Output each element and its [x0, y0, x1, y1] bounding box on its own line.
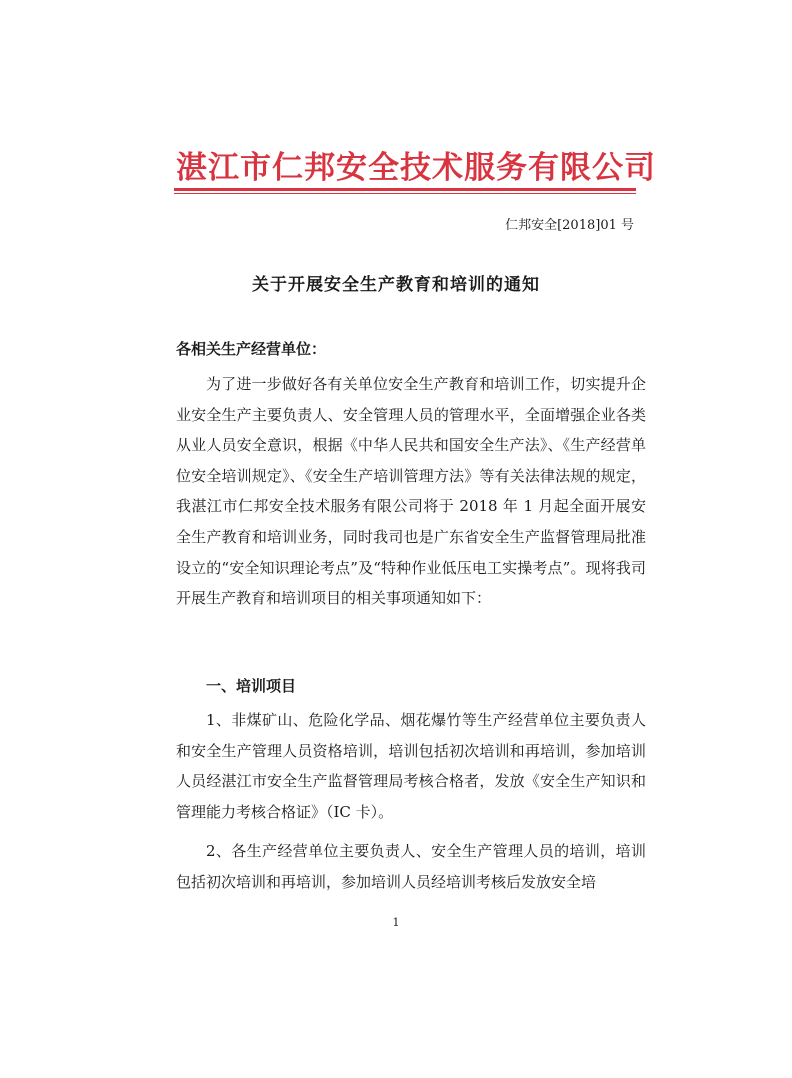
- salutation: 各相关生产经营单位：: [176, 340, 327, 358]
- letterhead-rule-thin: [174, 193, 636, 194]
- document-number: 仁邦安全[2018]01 号: [505, 218, 634, 233]
- item2-block: [176, 836, 646, 897]
- letterhead-rule-thick: [174, 188, 636, 191]
- section-heading-training-items: 一、培训项目: [206, 677, 297, 695]
- intro-paragraph: 为了进一步做好各有关单位安全生产教育和培训工作，切实提升企业安全生产主要负责人、安全管理人员的管理水平，全面增强企业各类从业人员安全意识，根据《中华人民共和国安全生产法》、《生产经营单位安全培训规定》、《安全生产培训管理方法》等有关法律法规的规定，我湛江市仁邦安全技术服务有限公司将于 2018 年 1 月起全面开展安全生产教育和培训业务，同时我司也是广东省安全生产监督管理局批准设立的“安全知识理论考点”及“特种作业低压电工实操考点”。现将我司开展生产教育和培训项目的相关事项通知如下：: [176, 375, 646, 608]
- notice-title: 关于开展安全生产教育和培训的通知: [252, 275, 540, 295]
- intro-block: [176, 369, 646, 614]
- training-item-1: 1、非煤矿山、危险化学品、烟花爆竹等生产经营单位主要负责人和安全生产管理人员资格培训，培训包括初次培训和再培训，参加培训人员经湛江市安全生产监督管理局考核合格者，发放《安全生产知识和管理能力考核合格证》（IC 卡）。: [176, 711, 646, 821]
- training-item-2: 2、各生产经营单位主要负责人、安全生产管理人员的培训，培训包括初次培训和再培训，参加培训人员经培训考核后发放安全培: [176, 842, 646, 891]
- item1-block: [176, 705, 646, 827]
- page-number: 1: [392, 916, 400, 929]
- letterhead-company-name: 湛江市仁邦安全技术服务有限公司: [176, 150, 656, 186]
